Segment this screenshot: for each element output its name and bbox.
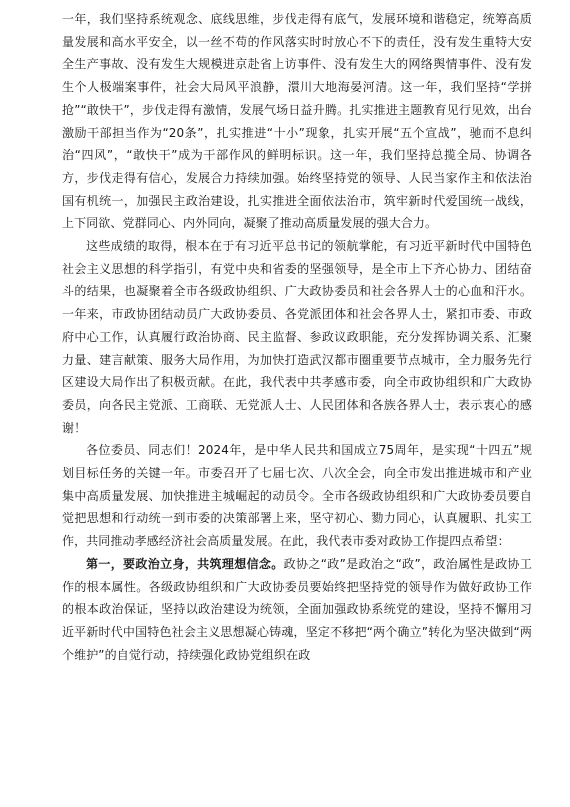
- paragraph-4: [62, 553, 532, 667]
- paragraph-1: [62, 8, 532, 235]
- paragraph-4-lead: 第一，要政治立身，共筑理想信念。: [86, 556, 284, 571]
- paragraph-2-text: 这些成绩的取得，根本在于有习近平总书记的领航掌舵，有习近平新时代中国特色社会主义思想的科学指引，有党中央和省委的坚强领导，是全市上下齐心协力、团结奋斗的结果，也凝聚着全市各级政协组织、广大政协委员和社会各界人士的心血和汗水。一年来，市政协团结动员广大政协委员、各党派团体和社会各界人士，紧扣市委、市政府中心工作，认真履行政治协商、民主监督、参政议政职能，充分发挥协调关系、汇聚力量、建言献策、服务大局作用，为加快打造武汉都市圈重要节点城市，全力服务先行区建设大局作出了积极贡献。在此，我代表中共孝感市委，向全市政协组织和广大政协委员，向各民主党派、工商联、无党派人士、人民团体和各族各界人士，表示衷心的感谢！: [62, 239, 532, 435]
- paragraph-1-text: 一年，我们坚持系统观念、底线思维，步伐走得有底气，发展环境和谐稳定，统筹高质量发展和高水平安全，以一丝不苟的作风落实时时放心不下的责任，没有发生重特大安全生产事故、没有发生大规模进京赴省上访事件、没有发生大的网络舆情事件、没有发生个人极端案事件，社会大局风平浪静，澴川大地海晏河清。这一年，我们坚持“学拼抢”“敢快干”，步伐走得有激情，发展气场日益升腾。扎实推进主题教育见行见效，出台激励干部担当作为“20条”，扎实推进“十小”现象，扎实开展“五个宣战”，驰而不息纠治“四风”，“敢快干”成为干部作风的鲜明标识。这一年，我们坚持总揽全局、协调各方，步伐走得有信心，发展合力持续加强。始终坚持党的领导、人民当家作主和依法治国有机统一，加强民主政治建设，扎实推进全面依法治市，筑牢新时代爱国统一战线，上下同欲、党群同心、内外同向，凝聚了推动高质量发展的强大合力。: [62, 12, 532, 231]
- paragraph-3: [62, 439, 532, 553]
- paragraph-3-text: 各位委员、同志们！2024年，是中华人民共和国成立75周年，是实现“十四五”规划目标任务的关键一年。市委召开了七届七次、八次全会，向全市发出推进城市和产业集中高质量发展、加快推进主城崛起的动员令。全市各级政协组织和广大政协委员要自觉把思想和行动统一到市委的决策部署上来，坚守初心、勠力同心，认真履职、扎实工作，共同推动孝感经济社会高质量发展。在此，我代表市委对政协工作提四点希望：: [62, 443, 532, 549]
- paragraph-4-text: 政协之“政”是政治之“政”，政治属性是政协工作的根本属性。各级政协组织和广大政协委员要始终把坚持党的领导作为做好政协工作的根本政治保证，坚持以政治建设为统领，全面加强政协系统党的建设，坚持不懈用习近平新时代中国特色社会主义思想凝心铸魂，坚定不移把“两个确立”转化为坚决做到“两个维护”的自觉行动，持续强化政协党组织在政: [62, 556, 532, 662]
- paragraph-2: [62, 235, 532, 439]
